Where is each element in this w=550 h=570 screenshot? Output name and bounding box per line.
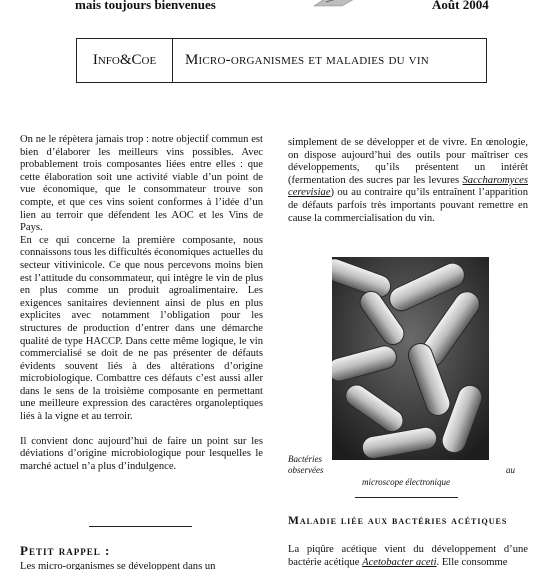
divider-right: [355, 497, 458, 498]
right-column: [288, 137, 528, 225]
paragraph-intro: On ne le répètera jamais trop : notre objectif commun est bien d’élaborer les meilleurs vins possibles. Avec probablement trois composantes liées entre elles : que cette élaboration soit une activité viable d’un point de vue économique, que le consommateur trouve son compte, et que ces vins soient conformes à l’idée d’un lien au terroir que défendent les AOC et les Vins de Pays.: [20, 134, 263, 234]
section-body-acetic: [288, 544, 528, 569]
species-yeast: Saccharomyces cerevisiae: [288, 174, 528, 199]
banner-section-label: Info&Coe: [77, 39, 173, 82]
paragraph-conclusion: Il convient donc aujourd’hui de faire un point sur les déviations d’origine microbiologique pour lesquelles le marché actuel n’a plus d’indulgence.: [20, 435, 263, 472]
right-text-part2: ) ou au contraire qu’ils entraînent l’apparition de défauts parfois très importants pouvant remettre en cause la commercialisation du vin.: [288, 187, 528, 224]
newsletter-logo-icon: [312, 0, 360, 8]
figure-caption-start: [288, 454, 324, 476]
caption-line-1: Bactéries: [288, 454, 322, 464]
right-text-part1: simplement de se développer et de vivre. En œnologie, on dispose aujourd’hui des outils pour maîtriser ces développements, qu’ils présentent un intérêt (fermentation des sucres par les levures: [288, 137, 528, 186]
caption-au: au: [506, 465, 515, 475]
paragraph-economy: En ce qui concerne la première composante, nous connaissons tous les difficultés économiques actuelles du secteur vitivinicole. Ce que nous percevons moins bien est l’attitude du consommateur, qui intègre le vin de plus en plus comme un produit agroalimentaire. Les exigences sanitaires deviennent ainsi de plus en plus explicites avec notamment l’obligation pour les structures de production d’entrer dans une démarche qualité de type HACCP. Dans cette même logique, le vin commercialisé se doit de ne pas présenter de défauts évidents souvent liés à des altérations d’origine microbiologique. Combattre ces défauts c’est aussi aller dans le sens de la troisième composante en permettant une meilleure expression des caractères organoleptiques liés à la vigne et au terroir.: [20, 234, 263, 423]
caption-line-3: microscope électronique: [362, 477, 451, 487]
petit-rappel-heading: Petit rappel :: [20, 543, 111, 558]
species-acetobacter: Acetobacter aceti: [362, 556, 437, 568]
header-date: Août 2004: [432, 0, 489, 12]
bacteria-micrograph-icon: [332, 257, 489, 460]
section-heading-acetic: Maladie liée aux bactéries acétiques: [288, 515, 508, 527]
caption-line-2: observées: [288, 465, 324, 475]
article-banner: [76, 38, 487, 83]
bacteria-micrograph: [332, 257, 489, 460]
section-text-part1: La piqûre acétique vient du développement d’une bactérie acétique: [288, 544, 528, 568]
left-column: [20, 134, 263, 473]
section-text-part2: . Elle consomme: [436, 556, 508, 568]
petit-rappel-text: Les micro-organismes se développent dans un: [20, 561, 216, 570]
article-title: Micro-organismes et maladies du vin: [185, 52, 429, 68]
header-left-text: mais toujours bienvenues: [75, 0, 216, 12]
divider-left: [89, 526, 192, 527]
